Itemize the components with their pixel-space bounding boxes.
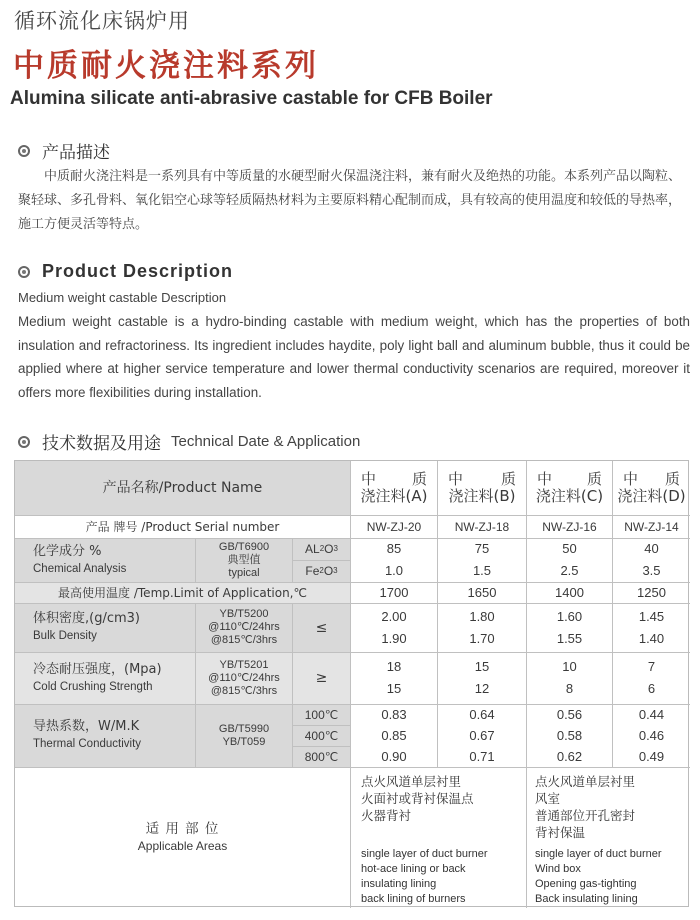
tech-data-table — [14, 460, 689, 907]
thermal-value: 0.71 — [469, 748, 495, 764]
desc-cn-body: 中质耐火浇注料是一系列具有中等质量的水硬型耐火保温浇注料，兼有耐火及绝热的功能。本系列产品以陶粒、聚轻球、多孔骨料、氧化铝空心球等轻质隔热材料为主要原料精心配制而成，具有较高的使用温度和较低的导热率，施工方便灵活等特点。 — [18, 169, 682, 232]
density-label — [15, 603, 195, 652]
label-cn: 导热系数，W/M.K — [33, 719, 140, 734]
density-values: 1.80 1.70 — [469, 608, 495, 646]
grade-name: 浇注料(C) — [535, 487, 604, 505]
thermal-value: 0.58 — [556, 727, 583, 743]
grade-name: 浇注料(D) — [617, 487, 686, 505]
grade-name: 浇注料(A) — [360, 487, 428, 505]
grade-name: 浇注料(B) — [448, 487, 516, 505]
temp-label: 最高使用温度 /Temp.Limit of Application,℃ — [58, 585, 307, 600]
desc-en-subtitle: Medium weight castable Description — [18, 290, 227, 305]
app-cd: 点火风道单层衬里 风室 普通部位开孔密封 背衬保温 single layer of duct burner Wind box Opening gas-tighting Back insulating lining — [535, 774, 662, 905]
circle-bullet-icon — [18, 436, 30, 448]
crush-values: 18 15 — [386, 659, 402, 696]
thermal-value: 0.90 — [381, 748, 407, 764]
density-values: 1.60 1.55 — [556, 608, 583, 646]
thermal-value: 0.62 — [556, 748, 583, 764]
grade-char: 质 — [500, 470, 516, 488]
temp-value: 1250 — [637, 584, 666, 600]
grade-header — [613, 461, 690, 515]
label-en: Thermal Conductivity — [33, 738, 142, 750]
section-desc-en — [18, 261, 233, 282]
chem-values: 50 2.5 — [560, 541, 579, 578]
section-heading: 产品描述 — [42, 143, 110, 163]
grade-header — [351, 461, 437, 515]
grade-char: 质 — [411, 470, 427, 488]
serial-label: 产品 牌号 /Product Serial number — [85, 519, 280, 534]
temp-value: 1400 — [555, 584, 584, 600]
serial-value: NW-ZJ-14 — [624, 519, 679, 534]
std-line: GB/T6900 — [218, 540, 270, 553]
circle-bullet-icon — [18, 145, 30, 157]
serial-value: NW-ZJ-18 — [454, 519, 510, 534]
label-cn: 适 用 部 位 — [145, 821, 220, 837]
section-desc-cn — [18, 138, 110, 163]
title-english: Alumina silicate anti-abrasive castable for CFB Boiler — [10, 88, 493, 109]
chem-standard — [196, 538, 292, 582]
chem-label — [15, 538, 195, 582]
grade-char: 中 — [537, 470, 553, 488]
grade-char: 中 — [623, 470, 639, 488]
thermal-value: 0.49 — [638, 748, 665, 764]
grade-char: 质 — [586, 470, 602, 488]
grade-char: 中 — [448, 470, 464, 488]
std-line: 典型值 — [227, 553, 261, 566]
chem-values: 85 1.0 — [384, 541, 404, 578]
thermal-value: 0.64 — [469, 706, 495, 722]
label-cn: 化学成分 % — [33, 543, 102, 559]
std-line: typical — [228, 566, 260, 579]
crush-label — [15, 652, 195, 704]
serial-value: NW-ZJ-16 — [542, 519, 597, 534]
grade-header — [527, 461, 612, 515]
label-en: Chemical Analysis — [33, 562, 127, 575]
density-values: 2.00 1.90 — [381, 608, 407, 646]
fe2o3-label: Fe 2 O 3 — [305, 564, 338, 578]
grade-header — [438, 461, 526, 515]
title-small: 循环流化床锅炉用 — [14, 9, 190, 33]
section-heading: Product Description — [42, 261, 234, 281]
circle-bullet-icon — [18, 266, 30, 278]
crush-values: 10 8 — [562, 659, 577, 696]
crush-values: 7 6 — [647, 659, 656, 696]
crush-operator: ≥ — [315, 670, 328, 686]
temp-100: 100℃ — [304, 707, 339, 722]
app-label — [15, 767, 350, 908]
thermal-value: 0.56 — [556, 706, 583, 722]
al2o3-label: AL 2 O 3 — [305, 542, 338, 556]
thermal-value: 0.83 — [381, 706, 407, 722]
thermal-value: 0.44 — [638, 706, 665, 722]
serial-value: NW-ZJ-20 — [366, 519, 422, 534]
grade-char: 质 — [664, 470, 680, 488]
density-standard: YB/T5200 @110℃/24hrs @815℃/3hrs — [208, 608, 280, 646]
temp-800: 800℃ — [304, 749, 339, 764]
product-name-header: 产品名称/Product Name — [102, 480, 263, 496]
temp-value: 1700 — [379, 584, 409, 600]
density-operator: ≤ — [315, 619, 328, 636]
thermal-standard: GB/T5990 YB/T059 — [218, 722, 270, 748]
section-heading-cn: 技术数据及用途 — [42, 434, 161, 454]
label-cn: 体积密度,(g/cm3) — [33, 611, 140, 626]
label-cn: 冷态耐压强度，(Mpa) — [33, 661, 162, 677]
section-tech — [18, 429, 360, 454]
crush-values: 15 12 — [474, 659, 490, 696]
density-values: 1.45 1.40 — [638, 608, 665, 646]
app-ab: 点火风道单层衬里 火面衬或背衬保温点 火器背衬 single layer of duct burner hot-ace lining or back insulating lining back lining of burners — [361, 774, 488, 905]
label-en: Bulk Density — [33, 630, 97, 642]
crush-standard: YB/T5201 @110℃/24hrs @815℃/3hrs — [208, 658, 280, 697]
label-en: Applicable Areas — [137, 839, 228, 853]
temp-400: 400℃ — [304, 728, 339, 743]
thermal-label — [15, 704, 195, 767]
grade-char: 中 — [361, 470, 377, 488]
thermal-value: 0.67 — [469, 727, 495, 743]
chem-values: 40 3.5 — [642, 541, 661, 578]
title-main: 中质耐火浇注料系列 — [13, 48, 319, 84]
temp-value: 1650 — [467, 584, 497, 600]
thermal-value: 0.46 — [638, 727, 665, 743]
label-en: Cold Crushing Strength — [33, 680, 153, 693]
thermal-value: 0.85 — [381, 727, 407, 743]
desc-en-body: Medium weight castable is a hydro-binding castable with medium weight, which has the properties of both insulation and refractoriness. Its ingredient includes haydite, poly light ball and aluminum bubble, thus it could be applied where at higher service temperature and lower thermal conductivity scenarios are required, moreover it offers more flexibilities during installation. — [18, 314, 690, 400]
section-heading-en: Technical Date & Application — [171, 433, 361, 450]
chem-values: 75 1.5 — [472, 541, 492, 578]
